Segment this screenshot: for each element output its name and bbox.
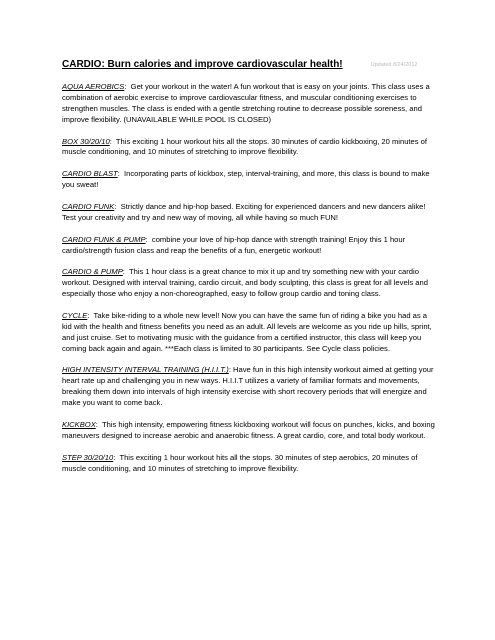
- class-description: Get your workout in the water! A fun workout that is easy on your joints. This class uses a combination of aerobic exercise to improve cardiovascular fitness, and muscular conditioning exercises to strengthen muscles. The class is ended with a gentle stretching routine to decrease possible soreness, and improve flexibility. (UNAVAILABLE WHILE POOL IS CLOSED): [62, 82, 430, 124]
- class-description: combine your love of hip-hop dance with strength training! Enjoy this 1 hour cardio/strength fusion class and reap the benefits of a fun, energetic workout!: [62, 234, 406, 255]
- class-entry-hiit: HIGH INTENSITY INTERVAL TRAINING (H.I.I.T.): Have fun in this high intensity workout aimed at getting your heart rate up and challenging you in new ways. H.I.I.T utilizes a variety of familiar formats and movements, breaking them down into intervals of high intensity exercise with short recovery periods that will energize and make you want to come back.: [62, 365, 434, 408]
- class-name: AQUA AEROBICS: [62, 82, 125, 91]
- class-entry-cardio-pump: CARDIO & PUMP: This 1 hour class is a great chance to mix it up and try something new with your cardio workout. Designed with interval training, cardio circuit, and body sculpting, this class is great for all levels and especially those who enjoy a non-choreographed, easy to follow group cardio and toning class.: [62, 267, 428, 299]
- class-name: KICKBOX: [62, 419, 96, 429]
- class-description: This high intensity, empowering fitness kickboxing workout will focus on punches, kicks, and boxing maneuvers designed to increase aerobic and anaerobic fitness. A great cardio, core, and total body workout.: [62, 419, 435, 440]
- class-entry-kickbox: KICKBOX: This high intensity, empowering fitness kickboxing workout will focus on punches, kicks, and boxing maneuvers designed to increase aerobic and anaerobic fitness. A great cardio, core, and total body workout.: [62, 419, 435, 440]
- class-description: Take bike-riding to a whole new level! Now you can have the same fun of riding a bike you had as a kid with the health and fitness benefits you need as an adult. All levels are welcome as you ride up hills, sprint, and just cruise. Set to motivating music with the guidance from a certified instructor, this class will keep you coming back again and again. ***Each class is limited to 30 participants. See Cycle class policies.: [62, 310, 432, 353]
- class-description: This exciting 1 hour workout hits all the stops. 30 minutes of step aerobics, 20 minutes of muscle conditioning, and 10 minutes of stretching to improve flexibility.: [62, 452, 418, 473]
- class-name: CARDIO FUNK & PUMP: [62, 234, 146, 244]
- class-name: HIGH INTENSITY INTERVAL TRAINING (H.I.I.T.): [62, 365, 229, 375]
- class-entry-box-30-20-10: BOX 30/20/10: This exciting 1 hour workout hits all the stops. 30 minutes of cardio kickboxing, 20 minutes of muscle conditioning, and 10 minutes of stretching to improve flexibility.: [62, 136, 427, 157]
- document-header: [62, 54, 442, 72]
- class-entry-cardio-funk-pump: CARDIO FUNK & PUMP: combine your love of hip-hop dance with strength training! Enjoy this 1 hour cardio/strength fusion class and reap the benefits of a fun, energetic workout!: [62, 234, 406, 255]
- class-entry-aqua-aerobics: AQUA AEROBICS: Get your workout in the water! A fun workout that is easy on your joints. This class uses a combination of aerobic exercise to improve cardiovascular fitness, and muscular conditioning exercises to strengthen muscles. The class is ended with a gentle stretching routine to decrease possible soreness, and improve flexibility. (UNAVAILABLE WHILE POOL IS CLOSED): [62, 82, 430, 124]
- class-description: Incorporating parts of kickbox, step, interval-training, and more, this class is bound to make you sweat!: [62, 169, 430, 190]
- class-description: Have fun in this high intensity workout aimed at getting your heart rate up and challenging you in new ways. H.I.I.T utilizes a variety of familiar formats and movements, breaking them down into intervals of high intensity exercise with short recovery periods that will energize and make you want to come back.: [62, 365, 434, 408]
- class-entry-cardio-funk: CARDIO FUNK: Strictly dance and hip-hop based. Exciting for experienced dancers and new dancers alike! Test your creativity and try and new way of moving, all while having so much FUN!: [62, 201, 426, 222]
- class-name: CARDIO BLAST: [62, 169, 118, 179]
- class-entry-step-30-20-10: STEP 30/20/10: This exciting 1 hour workout hits all the stops. 30 minutes of step aerobics, 20 minutes of muscle conditioning, and 10 minutes of stretching to improve flexibility.: [62, 452, 418, 473]
- class-description: Strictly dance and hip-hop based. Exciting for experienced dancers and new dancers alike! Test your creativity and try and new way of moving, all while having so much FUN!: [62, 201, 426, 222]
- class-name: STEP 30/20/10: [62, 452, 114, 462]
- class-entry-cycle: CYCLE: Take bike-riding to a whole new level! Now you can have the same fun of riding a bike you had as a kid with the health and fitness benefits you need as an adult. All levels are welcome as you ride up hills, sprint, and just cruise. Set to motivating music with the guidance from a certified instructor, this class will keep you coming back again and again. ***Each class is limited to 30 participants. See Cycle class policies.: [62, 310, 432, 353]
- class-description: This 1 hour class is a great chance to mix it up and try something new with your cardio workout. Designed with interval training, cardio circuit, and body sculpting, this class is great for all levels and especially those who enjoy a non-choreographed, easy to follow group cardio and toning class.: [62, 267, 428, 299]
- class-name: BOX 30/20/10: [62, 136, 110, 146]
- updated-date: Updated 8/24/2012: [370, 62, 418, 68]
- class-name: CARDIO FUNK: [62, 201, 115, 211]
- class-entry-cardio-blast: CARDIO BLAST: Incorporating parts of kickbox, step, interval-training, and more, this class is bound to make you sweat!: [62, 169, 430, 190]
- class-name: CYCLE: [62, 310, 88, 320]
- class-list: [62, 82, 438, 485]
- class-name: CARDIO & PUMP: [62, 267, 123, 277]
- class-description: This exciting 1 hour workout hits all the stops. 30 minutes of cardio kickboxing, 20 minutes of muscle conditioning, and 10 minutes of stretching to improve flexibility.: [62, 136, 427, 157]
- page-title: CARDIO: Burn calories and improve cardiovascular health!: [62, 59, 343, 70]
